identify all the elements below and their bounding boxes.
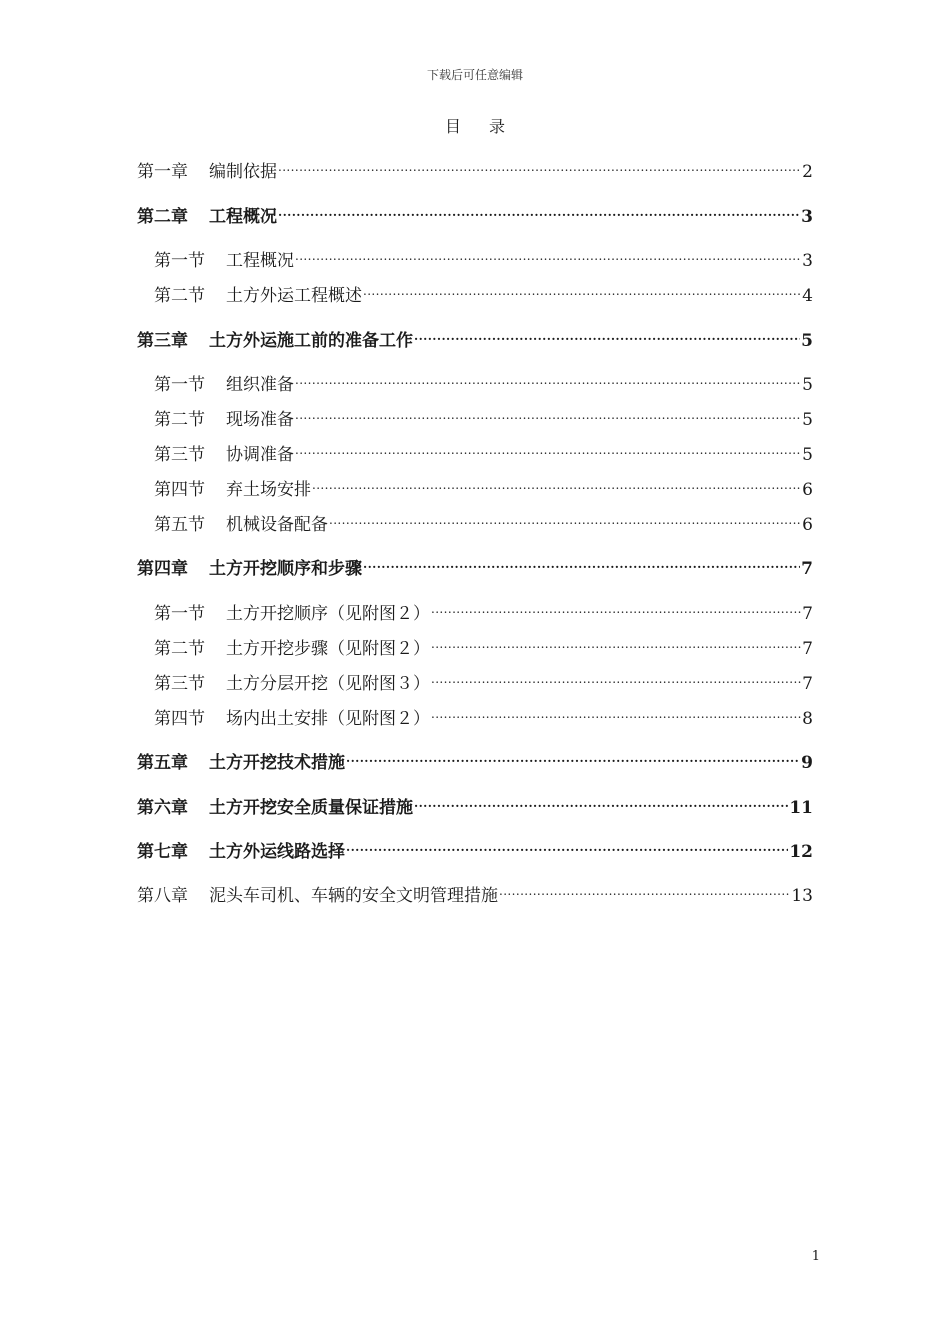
page-number: 1 (811, 1249, 820, 1264)
toc-page-number: 5 (801, 331, 813, 351)
toc-dot-leader (431, 595, 801, 619)
toc-dot-leader (295, 401, 801, 425)
toc-section-2-2[interactable] (154, 277, 813, 306)
toc-page-number: 2 (802, 162, 813, 182)
toc-number: 第四章 (137, 559, 188, 579)
toc-number: 第四节 (154, 709, 205, 729)
toc-section-3-2[interactable] (154, 401, 813, 430)
toc-title-text: 弃土场安排 (226, 480, 311, 500)
toc-dot-leader (278, 198, 800, 222)
toc-page-number: 5 (802, 410, 813, 430)
toc-page-number: 5 (802, 375, 813, 395)
toc-number: 第四节 (154, 480, 205, 500)
toc-title-text: 土方开挖安全质量保证措施 (209, 798, 413, 818)
toc-title-text: 泥头车司机、车辆的安全文明管理措施 (209, 886, 498, 906)
toc-page-number: 9 (801, 753, 813, 773)
toc-title-text: 机械设备配备 (226, 515, 328, 535)
toc-dot-leader (329, 506, 801, 530)
toc-chapter-8[interactable] (137, 877, 813, 906)
toc-page-number: 3 (801, 207, 813, 227)
toc-dot-leader (431, 665, 801, 689)
toc-page-number: 7 (802, 604, 813, 624)
toc-page-number: 3 (802, 251, 813, 271)
toc-dot-leader (295, 366, 801, 390)
toc-section-3-3[interactable] (154, 436, 813, 465)
toc-number: 第一章 (137, 162, 188, 182)
toc-number: 第三章 (137, 331, 188, 351)
toc-section-4-3[interactable] (154, 665, 813, 694)
toc-title-text: 组织准备 (226, 375, 294, 395)
toc-section-4-4[interactable] (154, 700, 813, 729)
toc-page-number: 7 (802, 639, 813, 659)
toc-dot-leader (414, 789, 788, 813)
toc-number: 第二节 (154, 286, 205, 306)
toc-number: 第一节 (154, 375, 205, 395)
toc-title-text: 场内出土安排（见附图２） (226, 709, 430, 729)
toc-title-text: 工程概况 (209, 207, 277, 227)
toc-number: 第五节 (154, 515, 205, 535)
toc-page-number: 11 (789, 798, 813, 818)
toc-page-number: 5 (802, 445, 813, 465)
toc-section-3-1[interactable] (154, 366, 813, 395)
toc-page-number: 8 (802, 709, 813, 729)
toc-chapter-6[interactable] (137, 789, 813, 818)
toc-title-text: 土方分层开挖（见附图３） (226, 674, 430, 694)
toc-dot-leader (499, 877, 790, 901)
toc-chapter-4[interactable] (137, 550, 813, 579)
toc-dot-leader (346, 833, 788, 857)
toc-title-text: 编制依据 (209, 162, 277, 182)
toc-number: 第七章 (137, 842, 188, 862)
toc-section-2-1[interactable] (154, 242, 813, 271)
toc-number: 第二章 (137, 207, 188, 227)
header-note: 下载后可任意编辑 (426, 68, 523, 82)
toc-page-number: 4 (802, 286, 813, 306)
toc-number: 第八章 (137, 886, 188, 906)
toc-section-4-2[interactable] (154, 630, 813, 659)
toc-chapter-2[interactable] (137, 198, 813, 227)
toc-number: 第二节 (154, 410, 205, 430)
toc-dot-leader (295, 436, 801, 460)
toc-title-text: 土方开挖技术措施 (209, 753, 345, 773)
toc-number: 第三节 (154, 445, 205, 465)
toc-dot-leader (363, 277, 801, 301)
toc-title-text: 土方外运线路选择 (209, 842, 345, 862)
toc-title-text: 协调准备 (226, 445, 294, 465)
toc-page-number: 6 (802, 515, 813, 535)
toc-page-number: 13 (791, 886, 813, 906)
toc-number: 第三节 (154, 674, 205, 694)
toc-dot-leader (431, 700, 801, 724)
toc-page-number: 7 (802, 674, 813, 694)
toc-title-text: 土方开挖步骤（见附图２） (226, 639, 430, 659)
toc-dot-leader (312, 471, 801, 495)
toc-chapter-7[interactable] (137, 833, 813, 862)
toc-dot-leader (414, 322, 800, 346)
toc-number: 第一节 (154, 604, 205, 624)
toc-title-text: 土方外运施工前的准备工作 (209, 331, 413, 351)
toc-title: 目录 (444, 117, 533, 136)
toc-title-text: 工程概况 (226, 251, 294, 271)
toc-page-number: 6 (802, 480, 813, 500)
toc-number: 第五章 (137, 753, 188, 773)
toc-dot-leader (346, 744, 800, 768)
toc-section-3-5[interactable] (154, 506, 813, 535)
toc-number: 第六章 (137, 798, 188, 818)
toc-dot-leader (363, 550, 800, 574)
toc-title-text: 土方开挖顺序和步骤 (209, 559, 362, 579)
toc-section-4-1[interactable] (154, 595, 813, 624)
toc-title-text: 土方开挖顺序（见附图２） (226, 604, 430, 624)
toc-dot-leader (295, 242, 801, 266)
toc-number: 第一节 (154, 251, 205, 271)
toc-chapter-1[interactable] (137, 153, 813, 182)
toc-dot-leader (431, 630, 801, 654)
toc-dot-leader (278, 153, 801, 177)
toc-title-text: 现场准备 (226, 410, 294, 430)
toc-number: 第二节 (154, 639, 205, 659)
toc-title-text: 土方外运工程概述 (226, 286, 362, 306)
toc-chapter-5[interactable] (137, 744, 813, 773)
toc-chapter-3[interactable] (137, 322, 813, 351)
toc-page-number: 12 (789, 842, 813, 862)
toc-page-number: 7 (801, 559, 813, 579)
toc-section-3-4[interactable] (154, 471, 813, 500)
